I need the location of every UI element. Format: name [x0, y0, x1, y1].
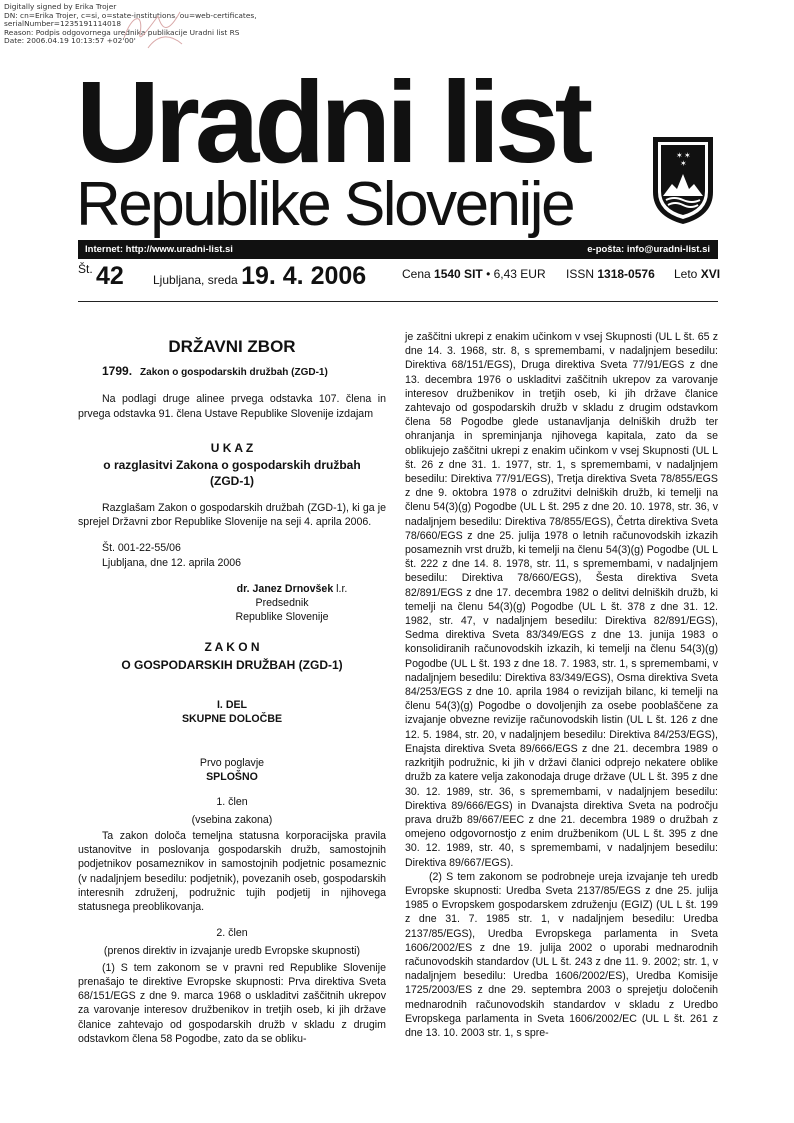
- issue-price: [402, 267, 546, 297]
- issue-number-value: 42: [96, 262, 124, 290]
- ukaz-subtitle: o razglasitvi Zakona o gospodarskih družbah (ZGD-1): [103, 458, 361, 489]
- signature-line: Digitally signed by Erika Trojer: [4, 2, 117, 11]
- intro-paragraph: Na podlagi druge alinee prvega odstavka 107. člena in prvega odstavka 91. člena Ustave Republike Slovenije izdajam: [78, 393, 386, 420]
- svg-text:✶: ✶: [680, 159, 687, 168]
- year-value: XVI: [700, 267, 721, 281]
- price-label: Cena: [402, 267, 431, 281]
- year-label: Leto: [674, 267, 698, 281]
- chapter-title: SPLOŠNO: [206, 771, 258, 784]
- svg-text:✶: ✶: [684, 151, 691, 160]
- chapter-heading: Prvo poglavje: [199, 757, 265, 770]
- article-2-text: (1) S tem zakonom se v pravni red Republike Slovenije prenašajo te direktive Evropske skupnosti: Prva direktiva Sveta 68/151/EGS z dne 9. marca 1968 o uskladitvi zaščitnih ukrepov za varovanje interesov družbenikov in tretjih oseb, ki jih države članice zahtevajo od gospodarskih družb v skladu z drugim odstavkom člena 58 Pogodbe, zato da se obliku-: [78, 961, 386, 1045]
- masthead-subtitle: Republike Slovenije: [76, 170, 574, 239]
- signer: [78, 582, 386, 596]
- signature-line: Date: 2006.04.19 10:13:57 +02'00': [4, 36, 136, 46]
- right-column: [405, 330, 718, 1040]
- issn-label: ISSN: [566, 267, 595, 281]
- ukaz-heading: U K A Z: [210, 440, 254, 455]
- act-number: 1799.: [102, 364, 133, 379]
- price-sit: 1540 SIT: [434, 267, 483, 281]
- regulations-paragraph: (2) S tem zakonom se podrobneje ureja izvajanje teh uredb Evropske skupnosti: Uredba Sveta 2137/85/EGS z dne 25. julija 1985 o Evropskem gospodarskem združenju (EGIZ) (UL L št. 199 z dne 31. 7. 1985 str. 1, v nadaljnjem besedilu: Uredba 2137/85/EGS), Uredba Evropskega parlamenta in Sveta 1606/2002/ES z dne 19. julija 2002 o uporabi mednarodnih računovodskih standardov (UL L št. 243 z dne 11. 9. 2002; str. 1, v nadaljnjem besedilu: Uredba 1606/2002/ES), Uredba Komisije 1725/2003/ES z dne 29. septembra 2003 o sprejetju določenih mednarodnih računovodskih standardov v skladu z Uredbo Evropskega parlamenta in Sveta 1606/2002/EC (UL L št. 261 z dne 13. 10. 2003 str. 1, s spre-: [405, 870, 718, 1039]
- signature-line: Reason: Podpis odgovornega urednika publikacije Uradni list RS: [4, 27, 240, 37]
- signer-role: Predsednik: [255, 597, 309, 610]
- article-2-heading: 2. člen: [216, 927, 248, 940]
- zakon-subtitle: O GOSPODARSKIH DRUŽBAH (ZGD-1): [121, 657, 343, 672]
- place-date: Ljubljana, dne 12. aprila 2006: [102, 556, 242, 569]
- issue-issn: [566, 267, 655, 297]
- article-1-heading: 1. člen: [216, 795, 248, 808]
- signer-suffix: l.r.: [336, 582, 348, 595]
- issue-date: [153, 262, 366, 292]
- handwritten-signature-icon: [118, 4, 188, 52]
- zakon-heading: Z A K O N: [204, 640, 260, 655]
- act-heading: [78, 364, 386, 380]
- website-link[interactable]: Internet: http://www.uradni-list.si: [85, 244, 233, 255]
- price-eur: • 6,43 EUR: [486, 267, 546, 281]
- article-2-subtitle: (prenos direktiv in izvajanje uredb Evropske skupnosti): [103, 945, 361, 958]
- issn-value: 1318-0576: [597, 267, 655, 281]
- issue-place-day: Ljubljana, sreda: [153, 273, 238, 287]
- signature-line: DN: cn=Erika Trojer, c=si, o=state-institutions, ou=web-certificates,: [4, 10, 257, 20]
- coat-of-arms-icon: [650, 134, 716, 226]
- signer-role-country: Republike Slovenije: [235, 611, 329, 624]
- part-heading: I. DEL: [216, 698, 248, 711]
- part-title: SKUPNE DOLOČBE: [181, 713, 283, 726]
- issue-number: [78, 262, 124, 292]
- act-title: Zakon o gospodarskih družbah (ZGD-1): [140, 367, 328, 379]
- directives-paragraph: je zaščitni ukrepi z enakim učinkom v vsej Skupnosti (UL L št. 65 z dne 14. 3. 1968, str. 8, s spremembami, v nadaljnjem besedilu: Direktiva 68/151/EGS), Druga direktiva Sveta 77/91/EGS z dne 13. decembra 1976 o uskladitvi zaščitnih ukrepov za varovanje interesov družbenikov in tretjih oseb, ki jih države članice zahtevajo od gospodarskih družb v skladu z drugim odstavkom člena 58 Pogodbe glede ustanavljanja delniških družb ter ohranjanja in spreminjanja njihovega kapitala, zato da se oblikujejo zaščitni ukrepi z enakim učinkom v vsej Skupnosti (UL L št. 26 z dne 31. 1. 1977, str. 1, s spremembami, v nadaljnjem besedilu: Direktiva 77/91/EGS), Tretja direktiva Sveta 78/855/EGS z dne 9. oktobra 1978 o združitvi delniških družb, ki temelji na členu 54(3)(g) Pogodbe (UL L št. 295 z dne 20. 10. 1978, str. 36, v nadaljnjem besedilu: Direktiva 78/855/EGS), Četrta direktiva Sveta 78/660/EGS z dne 25. julija 1978 o letnih računovodskih izkazih posameznih vrst družb, ki temelji na členu 54(3)(g) Pogodbe (UL L št. 222 z dne 14. 8. 1978, str. 11, s spremembami, v nadaljnjem besedilu: Direktiva 78/660/EGS), Šesta direktiva Sveta 82/891/EGS z dne 17. decembra 1982 o delitvi delniških družb, ki temelji na členu 54(3)(g) Pogodbe (UL L št. 378 z dne 31. 12. 1982, str. 47, v nadaljnjem besedilu: Direktiva 82/891/EGS), Sedma direktiva Sveta 83/349/EGS z dne 13. junija 1983 o konsolidiranih računovodskih izkazih, ki temelji na členu 54(3)(g) Pogodbe (UL L št. 193 z dne 18. 7. 1983, str. 1, s spremembami, v nadaljnjem besedilu: Direktiva 83/349/EGS), Osma direktiva Sveta 84/253/EGS z dne 10. aprila 1984 o revizijah bilanc, ki temelji na členu 54(3)(g) Pogodbe o dovoljenjih za osebe pooblaščene za izvajanje obvezne revizije računovodskih listin (UL L št. 126 z dne 12. 5. 1984, str. 20, v nadaljnjem besedilu: Direktiva 84/253/EGS), Enajsta direktiva Sveta 89/666/EGS z dne 21. decembra 1989 o razkritjih podružnic, ki jih v državi članici odprejo nekatere oblike družb za katere velja zakonodaja druge države (UL L št. 395 z dne 30. 12. 1989, str. 36, s spremembami, v nadaljnjem besedilu: Direktiva 89/666/EGS) in Dvanajsta direktiva Sveta na področju prava družb 89/667/EEC z dne 21. decembra 1989 o družbah z omejeno odgovornostjo z enim družbenikom (UL L št. 395 z dne 30. 12. 1989, str. 40, s spremembami, v nadaljnjem besedilu: Direktiva 89/667/EGS).: [405, 331, 718, 869]
- masthead-contact-bar: [78, 240, 718, 259]
- issue-date-value: 19. 4. 2006: [241, 262, 367, 290]
- left-column: [78, 330, 386, 1046]
- article-1-text: Ta zakon določa temeljna statusna korporacijska pravila ustanovitve in poslovanja gospodarskih družb, samostojnih podjetnikov posameznikov in samostojnih podjetnic posameznic (v nadaljnjem besedilu: podjetnik), povezanih oseb, gospodarskih interesnih združenj, podružnic tujih podjetij in njihovega statusnega preoblikovanja.: [78, 830, 386, 914]
- signature-line: serialNumber=1235191114018: [4, 19, 122, 29]
- issue-year: [674, 267, 720, 297]
- section-heading: DRŽAVNI ZBOR: [168, 337, 296, 356]
- email-link[interactable]: e-pošta: info@uradni-list.si: [587, 244, 710, 255]
- promulgation-paragraph: Razglašam Zakon o gospodarskih družbah (ZGD-1), ki ga je sprejel Državni zbor Republike Slovenije na seji 4. aprila 2006.: [78, 502, 386, 529]
- signer-name: dr. Janez Drnovšek: [236, 582, 334, 595]
- header-divider: [78, 301, 718, 302]
- document-number: Št. 001-22-55/06: [102, 542, 181, 555]
- article-1-subtitle: (vsebina zakona): [191, 813, 273, 826]
- masthead-title: Uradni list: [76, 57, 589, 187]
- svg-text:✶: ✶: [676, 151, 683, 160]
- issue-number-label: Št.: [78, 262, 93, 276]
